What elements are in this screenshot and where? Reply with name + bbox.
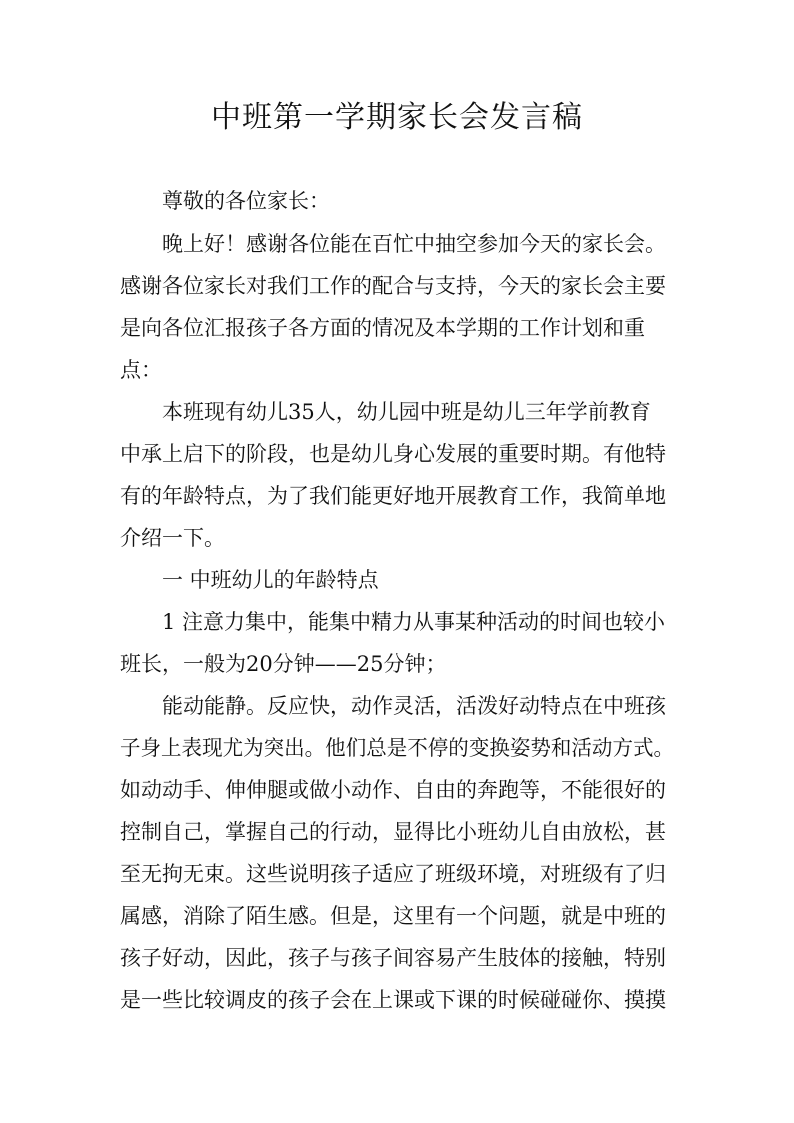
paragraph-line: 是一些比较调皮的孩子会在上课或下课的时候碰碰你、摸摸 <box>120 988 666 1012</box>
document-title: 中班第一学期家长会发言稿 <box>211 100 583 135</box>
paragraph-line: 如动动手、伸伸腿或做小动作、自由的奔跑等，不能很好的 <box>120 778 666 802</box>
paragraph-line: 本班现有幼儿35人，幼儿园中班是幼儿三年学前教育 <box>162 400 651 424</box>
paragraph-line: 介绍一下。 <box>120 526 225 550</box>
salutation: 尊敬的各位家长： <box>162 189 330 213</box>
paragraph-line: 点： <box>120 358 162 382</box>
paragraph-line: 1 注意力集中，能集中精力从事某种活动的时间也较小 <box>162 610 666 634</box>
paragraph-line: 能动能静。反应快，动作灵活，活泼好动特点在中班孩 <box>162 694 666 718</box>
paragraph-line: 孩子好动，因此，孩子与孩子间容易产生肢体的接触，特别 <box>120 946 666 970</box>
paragraph-line: 感谢各位家长对我们工作的配合与支持，今天的家长会主要 <box>120 274 666 298</box>
paragraph-line: 班长，一般为20分钟——25分钟； <box>120 652 447 676</box>
paragraph-line: 有的年龄特点，为了我们能更好地开展教育工作，我简单地 <box>120 484 666 508</box>
section-heading: 一 中班幼儿的年龄特点 <box>162 568 379 592</box>
paragraph-line: 晚上好！感谢各位能在百忙中抽空参加今天的家长会。 <box>162 232 666 256</box>
paragraph-line: 至无拘无束。这些说明孩子适应了班级环境，对班级有了归 <box>120 862 666 886</box>
paragraph-line: 控制自己，掌握自己的行动，显得比小班幼儿自由放松，甚 <box>120 820 666 844</box>
paragraph-line: 是向各位汇报孩子各方面的情况及本学期的工作计划和重 <box>120 316 645 340</box>
paragraph-line: 子身上表现尤为突出。他们总是不停的变换姿势和活动方式。 <box>120 736 674 760</box>
paragraph-line: 中承上启下的阶段，也是幼儿身心发展的重要时期。有他特 <box>120 442 666 466</box>
paragraph-line: 属感，消除了陌生感。但是，这里有一个问题，就是中班的 <box>120 904 666 928</box>
